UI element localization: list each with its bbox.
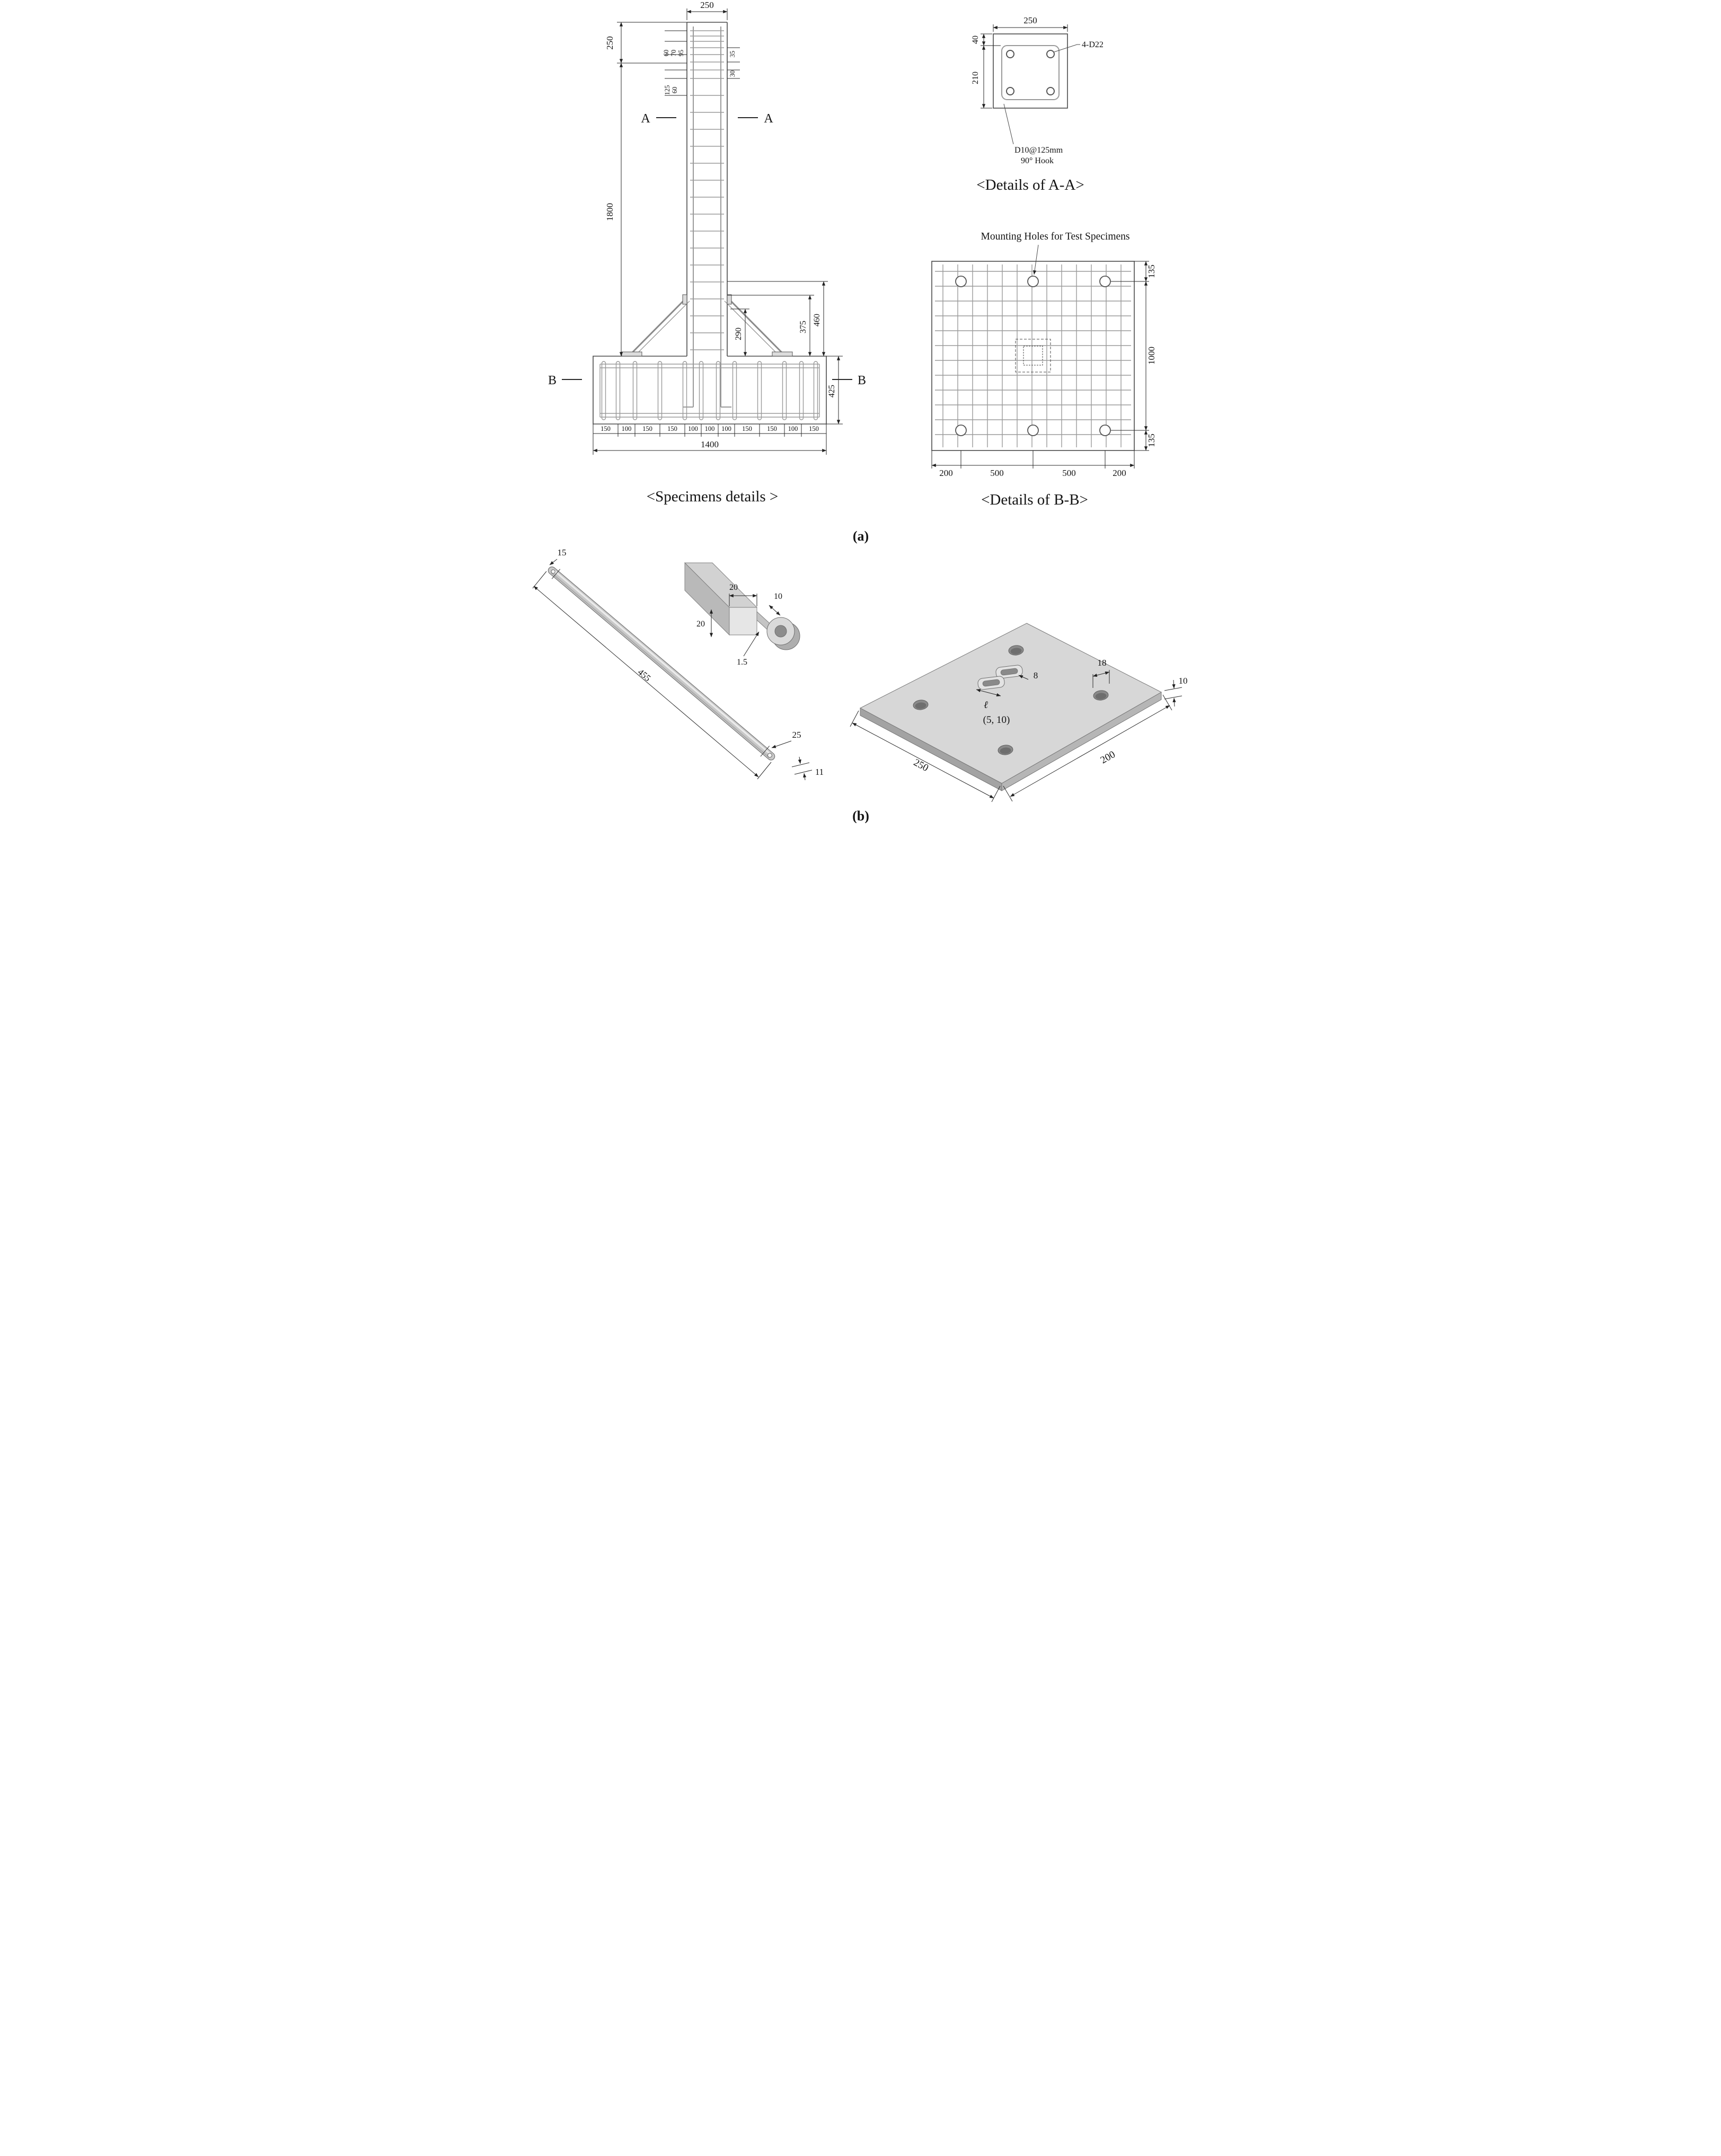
label-mounting-holes: Mounting Holes for Test Specimens	[981, 231, 1129, 242]
dim-375: 375	[798, 321, 808, 333]
bb-rebar-horizontal	[935, 271, 1131, 435]
dim-st-95: 95	[677, 49, 685, 57]
dim-spacing-2: 100	[621, 425, 631, 432]
dim-plate-250: 250	[911, 757, 930, 774]
dim-spacing-10: 100	[788, 425, 798, 432]
dim-aa-40: 40	[970, 36, 980, 44]
section-mark-a-left: A	[640, 112, 650, 126]
dim-plate-10: 10	[1178, 676, 1187, 686]
caption-specimens: <Specimens details >	[646, 488, 778, 505]
dim-spacing-5: 100	[687, 425, 698, 432]
figure-svg	[532, 0, 1189, 823]
dim-spacing-9: 150	[766, 425, 777, 432]
dim-plate-8: 8	[1033, 670, 1038, 681]
figure-canvas	[532, 0, 1189, 823]
section-mark-b-right: B	[857, 374, 866, 387]
dim-spacing-8: 150	[742, 425, 752, 432]
dim-spacing-11: 150	[808, 425, 819, 432]
bb-column-core-dashed	[1023, 346, 1043, 365]
dim-plate-18: 18	[1097, 658, 1106, 668]
column-stirrups	[690, 95, 724, 350]
specimens-drawing	[548, 0, 866, 505]
base-plate-3d	[850, 623, 1188, 802]
dim-425: 425	[827, 385, 836, 397]
aa-rebars	[1007, 50, 1054, 95]
panel-label-b: (b)	[852, 808, 869, 823]
dim-bb-135-bottom: 135	[1146, 434, 1157, 447]
dim-detail-10: 10	[773, 592, 782, 601]
dim-1400: 1400	[700, 439, 719, 449]
dim-st-60b: 60	[670, 86, 678, 94]
dim-290: 290	[734, 328, 743, 340]
label-4-d22: 4-D22	[1081, 40, 1104, 49]
dim-detail-20-top: 20	[729, 583, 738, 592]
dim-bb-200-right: 200	[1112, 468, 1126, 478]
caption-detail-aa: <Details of A-A>	[976, 176, 1084, 193]
dim-plate-slot-length: ℓ	[983, 700, 988, 711]
dim-st-60: 60	[662, 49, 670, 57]
dim-bar-15: 15	[557, 547, 566, 558]
panel-label-a: (a)	[852, 528, 869, 544]
dim-bb-500-right: 500	[1062, 468, 1076, 478]
dim-spacing-4: 150	[667, 425, 677, 432]
dim-plate-5-10: (5, 10)	[983, 714, 1010, 726]
detail-aa-drawing	[971, 15, 1104, 193]
detail-bb-drawing	[932, 231, 1157, 508]
dim-aa-250: 250	[1023, 15, 1037, 25]
section-mark-a-right: A	[763, 112, 773, 126]
label-stirrup-spec: D10@125mm	[1014, 146, 1063, 155]
dim-spacing-3: 150	[642, 425, 652, 432]
caption-detail-bb: <Details of B-B>	[981, 491, 1088, 508]
dim-bb-200-left: 200	[939, 468, 953, 478]
bb-column-outline-dashed	[1016, 339, 1051, 372]
dim-spacing-7: 100	[721, 425, 731, 432]
dim-bb-135-top: 135	[1146, 264, 1157, 278]
link-bar-3d	[533, 547, 824, 780]
dim-bar-11: 11	[815, 767, 824, 777]
dim-column-height: 1800	[604, 203, 615, 221]
column-stirrups-dense	[690, 31, 724, 78]
bb-plan-outline	[932, 261, 1134, 450]
label-hook: 90° Hook	[1020, 156, 1054, 165]
dim-bar-25: 25	[792, 730, 801, 740]
dim-bb-500-left: 500	[990, 468, 1004, 478]
foundation-outline	[593, 356, 826, 424]
dim-spacing-1: 150	[600, 425, 611, 432]
dim-460: 460	[812, 314, 822, 326]
dim-column-width: 250	[700, 0, 714, 10]
dim-detail-1-5: 1.5	[736, 658, 747, 667]
dim-st-125: 125	[663, 85, 671, 95]
section-mark-b-left: B	[548, 374, 557, 387]
dim-bar-455: 455	[636, 667, 652, 684]
support-braces	[622, 295, 792, 356]
dim-plate-200: 200	[1098, 749, 1117, 766]
dim-aa-210: 210	[970, 72, 980, 84]
dim-st-35: 35	[728, 50, 736, 58]
dim-st-30: 30	[728, 70, 736, 77]
foundation-stirrups	[602, 361, 817, 420]
dim-left-250: 250	[604, 36, 615, 50]
bb-mounting-holes	[956, 276, 1110, 436]
dim-spacing-6: 100	[704, 425, 714, 432]
dim-bb-1000: 1000	[1146, 347, 1157, 365]
dim-st-70: 70	[669, 49, 677, 57]
dim-detail-20-side: 20	[696, 620, 705, 629]
bar-end-detail-3d	[685, 563, 800, 667]
